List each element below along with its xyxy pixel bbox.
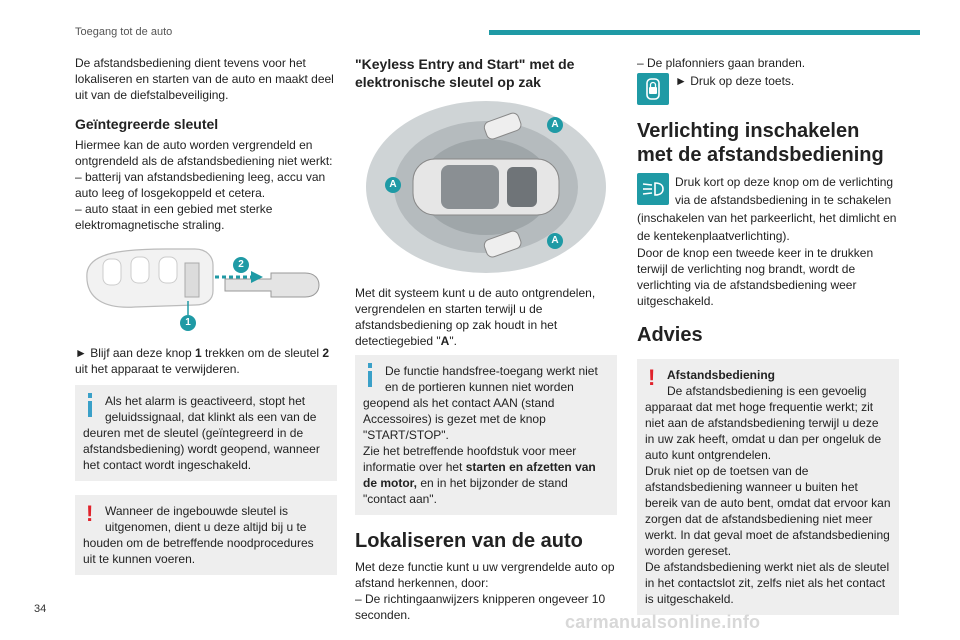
column-2: [355, 55, 617, 623]
heading-advice: Advies: [637, 324, 703, 346]
dash-item: – De plafonniers gaan branden.: [637, 56, 806, 70]
info-icon: [363, 363, 385, 393]
heading-lighting: Verlichting inschakelen met de afstandsbediening: [637, 120, 884, 166]
running-header: Toegang tot de auto: [75, 26, 173, 38]
dash-item: – auto staat in een gebied met sterke elektromagnetische straling.: [75, 202, 273, 232]
info-box-text: De functie handsfree-toegang werkt niet en de portieren kunnen niet worden geopend als het contact AAN (stand Accessoires) is gezet met de knop "START/STOP".: [363, 364, 598, 442]
warning-box-remote: [637, 359, 899, 615]
integrated-key-text: Hiermee kan de auto worden vergrendeld en ontgrendeld als de afstandsbediening niet werkt:: [75, 138, 333, 168]
remote-key-illustration: [75, 243, 337, 339]
watermark-text: carmanualsonline.info: [565, 612, 761, 632]
info-box-text: Zie het betreffende hoofdstuk voor meer informatie over het starten en afzetten van de motor, en in het bijzonder de stand "contact aan".: [363, 444, 596, 506]
remove-key-instruction: ► Blijf aan deze knop 1 trekken om de sleutel 2 uit het apparaat te verwijderen.: [75, 346, 330, 376]
lock-button-icon: [637, 73, 669, 105]
figure-label-2: 2: [233, 257, 249, 273]
dash-item: – batterij van afstandsbediening leeg, accu van auto leeg of losgekoppeld et cetera.: [75, 170, 326, 200]
advice-title: Afstandsbediening: [667, 368, 776, 382]
info-box-alarm: [75, 385, 337, 481]
warning-box-key: [75, 495, 337, 575]
page-number: 34: [34, 603, 47, 615]
advice-text: De afstandsbediening is een gevoelig apparaat dat met hoge frequentie werkt; zit niet aan de afstandsbediening terwijl u deze in uw zak heeft, omdat u dan per ongeluk de auto kunt ontgrendelen.: [645, 384, 882, 462]
warning-icon: !: [648, 365, 656, 390]
heading-keyless: "Keyless Entry and Start" met de elektronische sleutel op zak: [355, 56, 575, 90]
info-box-text: Als het alarm is geactiveerd, stopt het geluidssignaal, dat klinkt als een van de deuren met de sleutel (geïntegreerd in de afstandsbediening) wordt geopend, wanneer het contact wordt ingeschakeld.: [83, 394, 320, 472]
detection-figure: [355, 97, 617, 277]
figure-label-1: 1: [180, 315, 196, 331]
header-accent-bar: [489, 30, 920, 35]
zone-label-a: A: [385, 177, 401, 193]
lighting-text-1: Druk kort op deze knop om de verlichting via de afstandsbediening in te schakelen (inschakelen van het parkeerlicht, het dimlicht en de kentekenplaatverlichting).: [637, 175, 897, 243]
dash-item: – De richtingaanwijzers knipperen ongeveer 10 seconden.: [355, 592, 606, 622]
headlight-button-icon: [637, 173, 669, 205]
advice-text: Druk niet op de toetsen van de afstandsbediening wanneer u buiten het bereik van de auto bent, omdat dat ervoor kan zorgen dat de afstandsbediening niet meer werkt. In dat geval moet de afstandsbediening worden gereset.: [645, 464, 891, 558]
press-button-instruction: ► Druk op deze toets.: [675, 74, 795, 88]
warning-box-text: Wanneer de ingebouwde sleutel is uitgenomen, dient u deze altijd bij u te houden om de betreffende noodprocedures uit te kunnen voeren.: [83, 504, 314, 566]
locate-car-text: Met deze functie kunt u uw vergrendelde auto op afstand herkennen, door:: [355, 560, 615, 590]
column-1: [75, 55, 337, 575]
column-3: [637, 55, 899, 615]
keyless-system-text: Met dit systeem kunt u de auto ontgrendelen, vergrendelen en starten terwijl u de afstandsbediening op zak houdt in het detectiegebied "A".: [355, 286, 596, 348]
advice-text: De afstandsbediening werkt niet als de sleutel in het contactslot zit, zelfs niet als het contact is uitgeschakeld.: [645, 560, 890, 606]
warning-icon: !: [86, 501, 94, 526]
lighting-text-2: Door de knop een tweede keer in te drukken terwijl de verlichting nog brandt, wordt de verlichting via de afstandsbediening weer uitgeschakeld.: [637, 246, 874, 308]
info-icon: [83, 393, 105, 423]
heading-integrated-key: Geïntegreerde sleutel: [75, 116, 219, 132]
intro-text: De afstandsbediening dient tevens voor het lokaliseren en starten van de auto en maakt deel uit van de diefstalbeveiliging.: [75, 56, 334, 102]
heading-locate-car: Lokaliseren van de auto: [355, 530, 583, 552]
key-figure: [75, 243, 337, 339]
info-box-handsfree: [355, 355, 617, 515]
zone-label-a: A: [547, 117, 563, 133]
zone-label-a: A: [547, 233, 563, 249]
